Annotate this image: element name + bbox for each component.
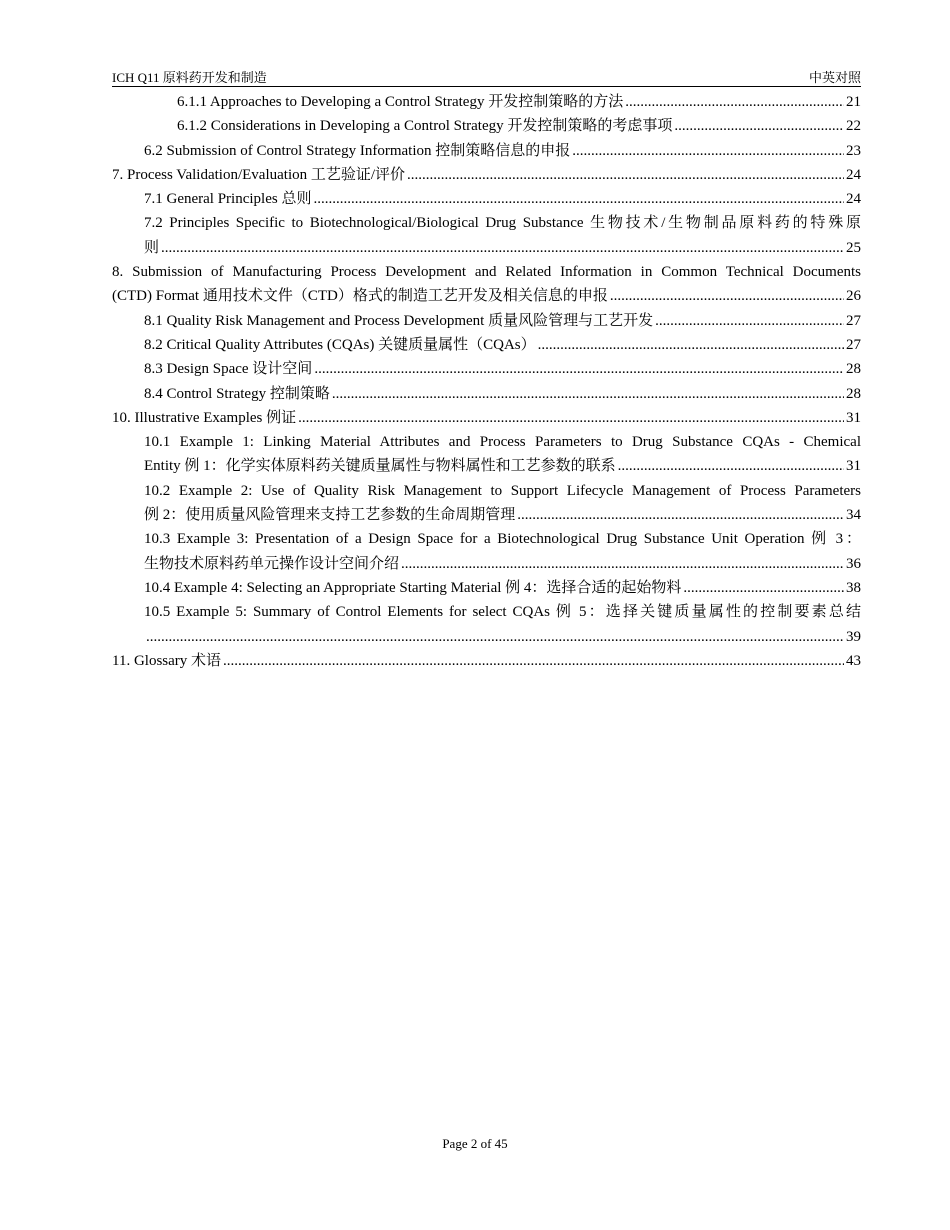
toc-page-number: 34 xyxy=(846,507,861,524)
toc-page-number: 31 xyxy=(846,409,861,426)
toc-entry-title: (CTD) Format 通用技术文件（CTD）格式的制造工艺开发及相关信息的申报 xyxy=(112,288,608,305)
toc-entry-text-line: 8. Submission of Manufacturing Process Development and Related Information in Common Technical Documents xyxy=(112,264,861,281)
toc-entry-title: 6.1.1 Approaches to Developing a Control Strategy 开发控制策略的方法 xyxy=(177,94,624,110)
toc-entry[interactable] xyxy=(112,357,861,381)
toc-page-number: 36 xyxy=(846,555,861,572)
toc-page-number: 24 xyxy=(846,166,861,183)
toc-page-number: 28 xyxy=(846,361,861,378)
toc-entry-text-line: 7.2 Principles Specific to Biotechnological/Biological Drug Substance 生物技术/生物制品原料药的特殊原 xyxy=(144,215,861,232)
toc-entry[interactable] xyxy=(112,333,861,357)
toc-entry[interactable] xyxy=(112,114,861,138)
toc-page-number: 24 xyxy=(846,191,861,208)
toc-entry[interactable] xyxy=(112,309,861,333)
toc-entry[interactable] xyxy=(112,211,861,260)
toc-entry[interactable] xyxy=(112,479,861,528)
toc-leader-dots xyxy=(314,357,844,381)
toc-leader-dots xyxy=(146,625,844,649)
toc-entry-title: 6.2 Submission of Control Strategy Information 控制策略信息的申报 xyxy=(144,142,571,159)
toc-entry[interactable] xyxy=(112,90,861,114)
toc-page-number: 27 xyxy=(846,336,861,353)
toc-entry-title: 则 xyxy=(144,239,160,256)
toc-entry-title: 8.3 Design Space 设计空间 xyxy=(144,361,313,378)
toc-leader-dots xyxy=(538,333,844,357)
page-number: Page 2 of 45 xyxy=(442,1136,508,1151)
toc-page-number: 21 xyxy=(846,94,861,110)
toc-entry-title: 8.1 Quality Risk Management and Process Development 质量风险管理与工艺开发 xyxy=(144,312,654,329)
header-title: ICH Q11 原料药开发和制造 xyxy=(112,70,267,85)
toc-entry-title: 7. Process Validation/Evaluation 工艺验证/评价 xyxy=(112,166,406,183)
toc-page-number: 22 xyxy=(846,118,861,135)
toc-leader-dots xyxy=(674,114,844,138)
toc-entry-title: Entity 例 1：化学实体原料药关键质量属性与物料属性和工艺参数的联系 xyxy=(144,458,616,475)
toc-leader-dots xyxy=(161,236,844,260)
toc-leader-dots xyxy=(332,382,844,406)
toc-leader-dots xyxy=(655,309,844,333)
toc-entry-text-line: 10.2 Example 2: Use of Quality Risk Management to Support Lifecycle Management of Process Parameters xyxy=(144,482,861,499)
toc-entry-title: 生物技术原料药单元操作设计空间介绍 xyxy=(144,555,400,572)
toc-entry-text-line: 10.1 Example 1: Linking Material Attributes and Process Parameters to Drug Substance CQAs - Chemical xyxy=(144,434,861,451)
toc-page-number: 23 xyxy=(846,142,861,159)
toc-page-number: 31 xyxy=(846,458,861,475)
toc-entry[interactable] xyxy=(112,600,861,649)
toc-leader-dots xyxy=(223,649,844,673)
toc-leader-dots xyxy=(618,454,844,478)
toc-page-number: 26 xyxy=(846,288,861,305)
table-of-contents xyxy=(112,90,861,673)
toc-entry[interactable] xyxy=(112,430,861,479)
toc-entry-title: 10.4 Example 4: Selecting an Appropriate Starting Material 例 4：选择合适的起始物料 xyxy=(144,579,682,596)
toc-page-number: 27 xyxy=(846,312,861,329)
toc-entry-text-line: 10.5 Example 5: Summary of Control Elements for select CQAs 例 5：选择关键质量属性的控制要素总结 xyxy=(144,604,861,621)
toc-entry-title: 11. Glossary 术语 xyxy=(112,652,222,669)
toc-leader-dots xyxy=(517,503,844,527)
toc-leader-dots xyxy=(610,284,844,308)
toc-leader-dots xyxy=(298,406,844,430)
toc-entry[interactable] xyxy=(112,139,861,163)
toc-entry-title: 例 2：使用质量风险管理来支持工艺参数的生命周期管理 xyxy=(144,507,516,524)
toc-entry[interactable] xyxy=(112,382,861,406)
toc-leader-dots xyxy=(572,139,844,163)
toc-entry[interactable] xyxy=(112,187,861,211)
toc-entry[interactable] xyxy=(112,649,861,673)
toc-entry-title: 6.1.2 Considerations in Developing a Control Strategy 开发控制策略的考虑事项 xyxy=(177,118,673,135)
toc-leader-dots xyxy=(313,187,844,211)
toc-page-number: 39 xyxy=(846,628,861,645)
toc-leader-dots xyxy=(401,552,844,576)
toc-page-number: 43 xyxy=(846,652,861,669)
toc-page-number: 28 xyxy=(846,385,861,402)
toc-page-number: 38 xyxy=(846,579,861,596)
header-language-note: 中英对照 xyxy=(808,70,861,85)
toc-entry-title: 7.1 General Principles 总则 xyxy=(144,191,312,208)
toc-leader-dots xyxy=(683,576,844,600)
toc-entry-title: 8.2 Critical Quality Attributes (CQAs) 关键质量属性（CQAs） xyxy=(144,336,536,353)
toc-page-number: 25 xyxy=(846,239,861,256)
toc-entry[interactable] xyxy=(112,260,861,309)
toc-entry-title: 10. Illustrative Examples 例证 xyxy=(112,409,297,426)
toc-entry-title: 8.4 Control Strategy 控制策略 xyxy=(144,385,330,402)
toc-leader-dots xyxy=(407,163,844,187)
toc-leader-dots xyxy=(625,90,844,114)
toc-entry[interactable] xyxy=(112,576,861,600)
page-header xyxy=(112,66,861,87)
toc-entry-text-line: 10.3 Example 3: Presentation of a Design Space for a Biotechnological Drug Substance Unit Operation 例 3： xyxy=(144,531,861,548)
toc-entry[interactable] xyxy=(112,527,861,576)
toc-entry[interactable] xyxy=(112,406,861,430)
toc-entry[interactable] xyxy=(112,163,861,187)
